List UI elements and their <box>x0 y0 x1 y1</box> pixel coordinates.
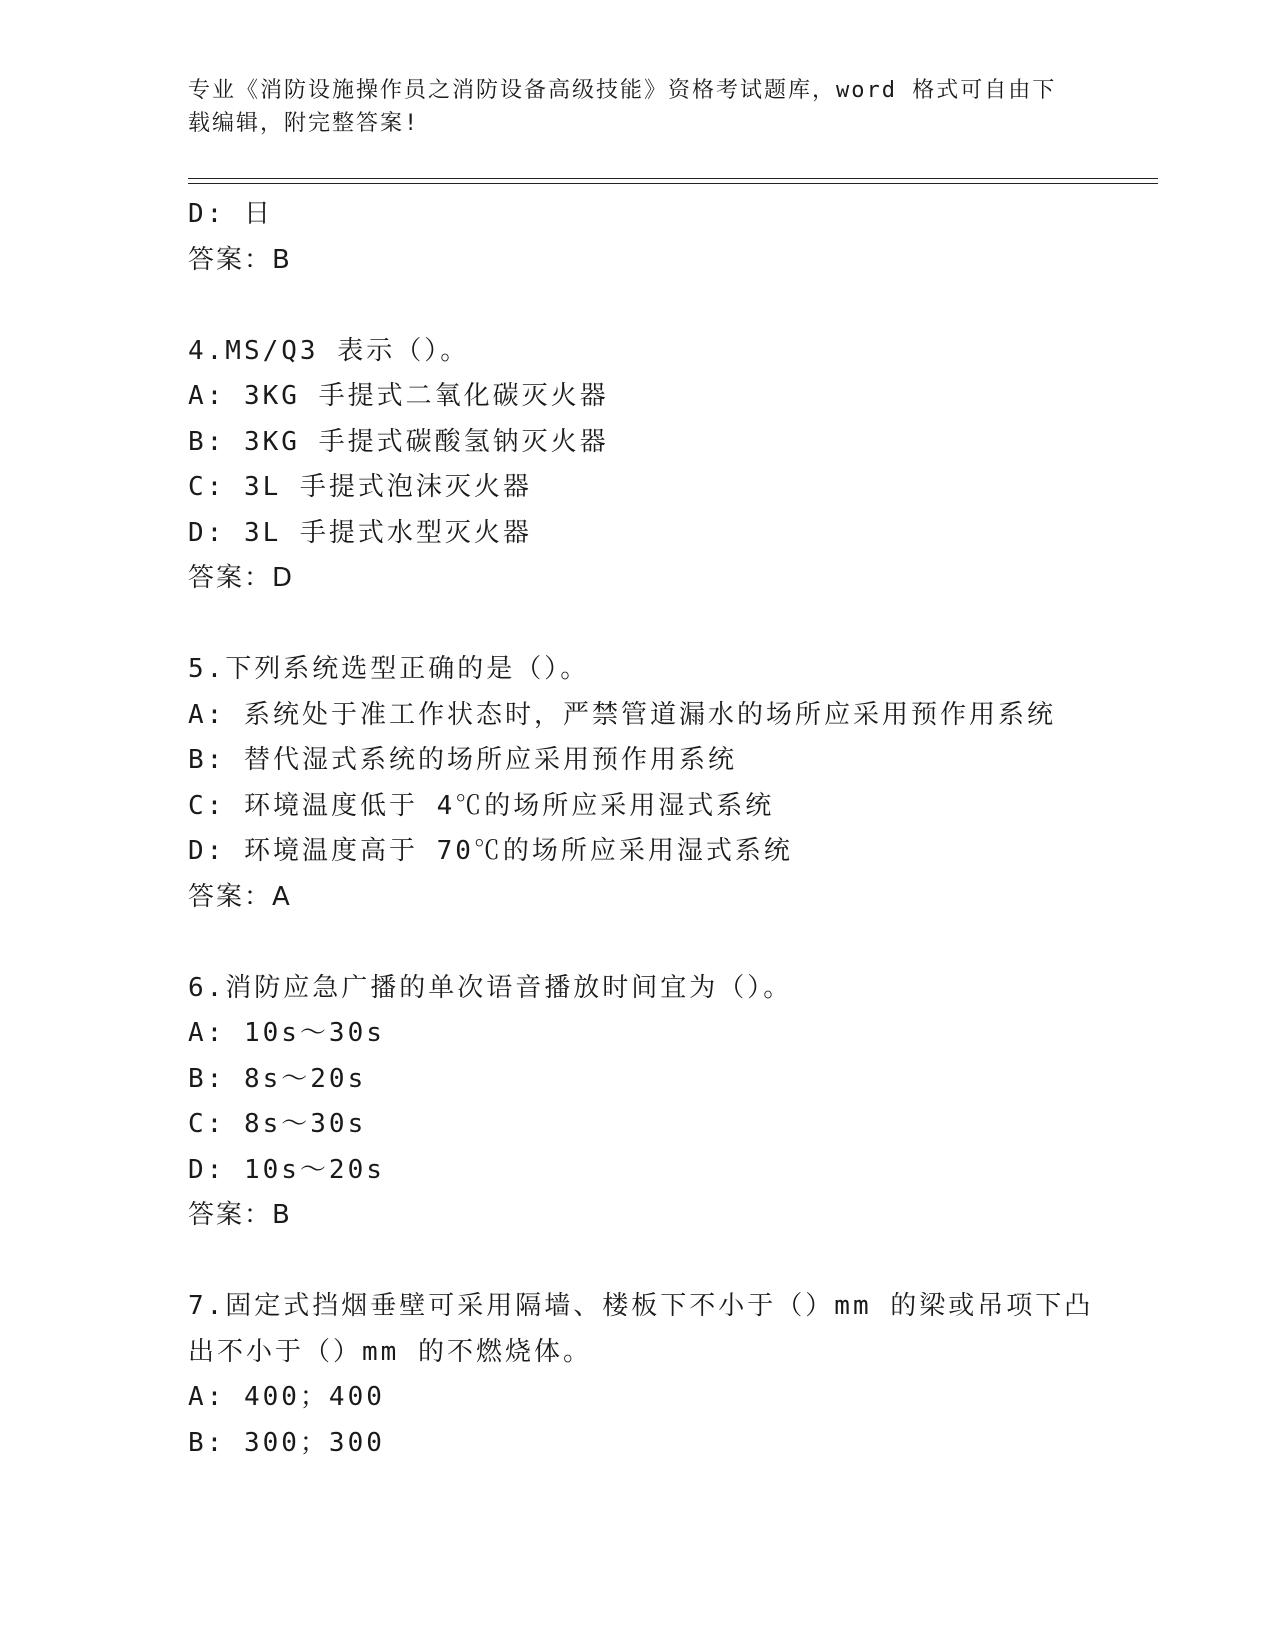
option-a: A: 10s～30s <box>188 1018 385 1048</box>
option-b: B: 3KG 手提式碳酸氢钠灭火器 <box>188 426 609 457</box>
question-stem-line-2: 出不小于（）mm 的不燃烧体。 <box>188 1336 592 1367</box>
question-list <box>188 192 1128 1466</box>
question-stem-line-1: 7.固定式挡烟垂壁可采用隔墙、楼板下不小于（）mm 的梁或吊项下凸 <box>188 1291 1094 1321</box>
option-a: A: 3KG 手提式二氧化碳灭火器 <box>188 381 609 411</box>
spacer <box>188 283 1128 329</box>
header-line-2: 载编辑，附完整答案! <box>188 111 420 136</box>
option-d: D: 10s～20s <box>188 1154 385 1185</box>
option-a: A: 400；400 <box>188 1382 385 1412</box>
question-stem: 6.消防应急广播的单次语音播放时间宜为（）。 <box>188 972 793 1003</box>
question-stem: 5.下列系统选型正确的是（）。 <box>188 654 590 684</box>
answer-line: 答案：D <box>188 563 295 593</box>
option-c: C: 环境温度低于 4℃的场所应采用湿式系统 <box>188 790 775 821</box>
spacer <box>188 1239 1128 1285</box>
option-a: A: 系统处于准工作状态时，严禁管道漏水的场所应采用预作用系统 <box>188 699 1056 730</box>
spacer <box>188 602 1128 648</box>
document-header <box>188 74 1088 140</box>
question-stem: 4.MS/Q3 表示（）。 <box>188 335 470 366</box>
option-b: B: 300；300 <box>188 1427 385 1458</box>
spacer <box>188 920 1128 966</box>
answer-line: 答案：B <box>188 244 292 275</box>
option-b: B: 8s～20s <box>188 1063 367 1094</box>
header-rule-top <box>188 178 1158 179</box>
header-line-1: 专业《消防设施操作员之消防设备高级技能》资格考试题库，word 格式可自由下 <box>188 78 1057 103</box>
option-d: D: 环境温度高于 70℃的场所应采用湿式系统 <box>188 836 793 866</box>
option-b: B: 替代湿式系统的场所应采用预作用系统 <box>188 745 737 775</box>
option-c: C: 8s～30s <box>188 1109 367 1139</box>
option-c: C: 3L 手提式泡沫灭火器 <box>188 472 532 502</box>
header-rule-bottom <box>188 183 1158 184</box>
answer-line: 答案：B <box>188 1200 292 1230</box>
option-d: D: 日 <box>188 199 273 229</box>
option-d: D: 3L 手提式水型灭火器 <box>188 517 532 548</box>
answer-line: 答案：A <box>188 881 292 912</box>
